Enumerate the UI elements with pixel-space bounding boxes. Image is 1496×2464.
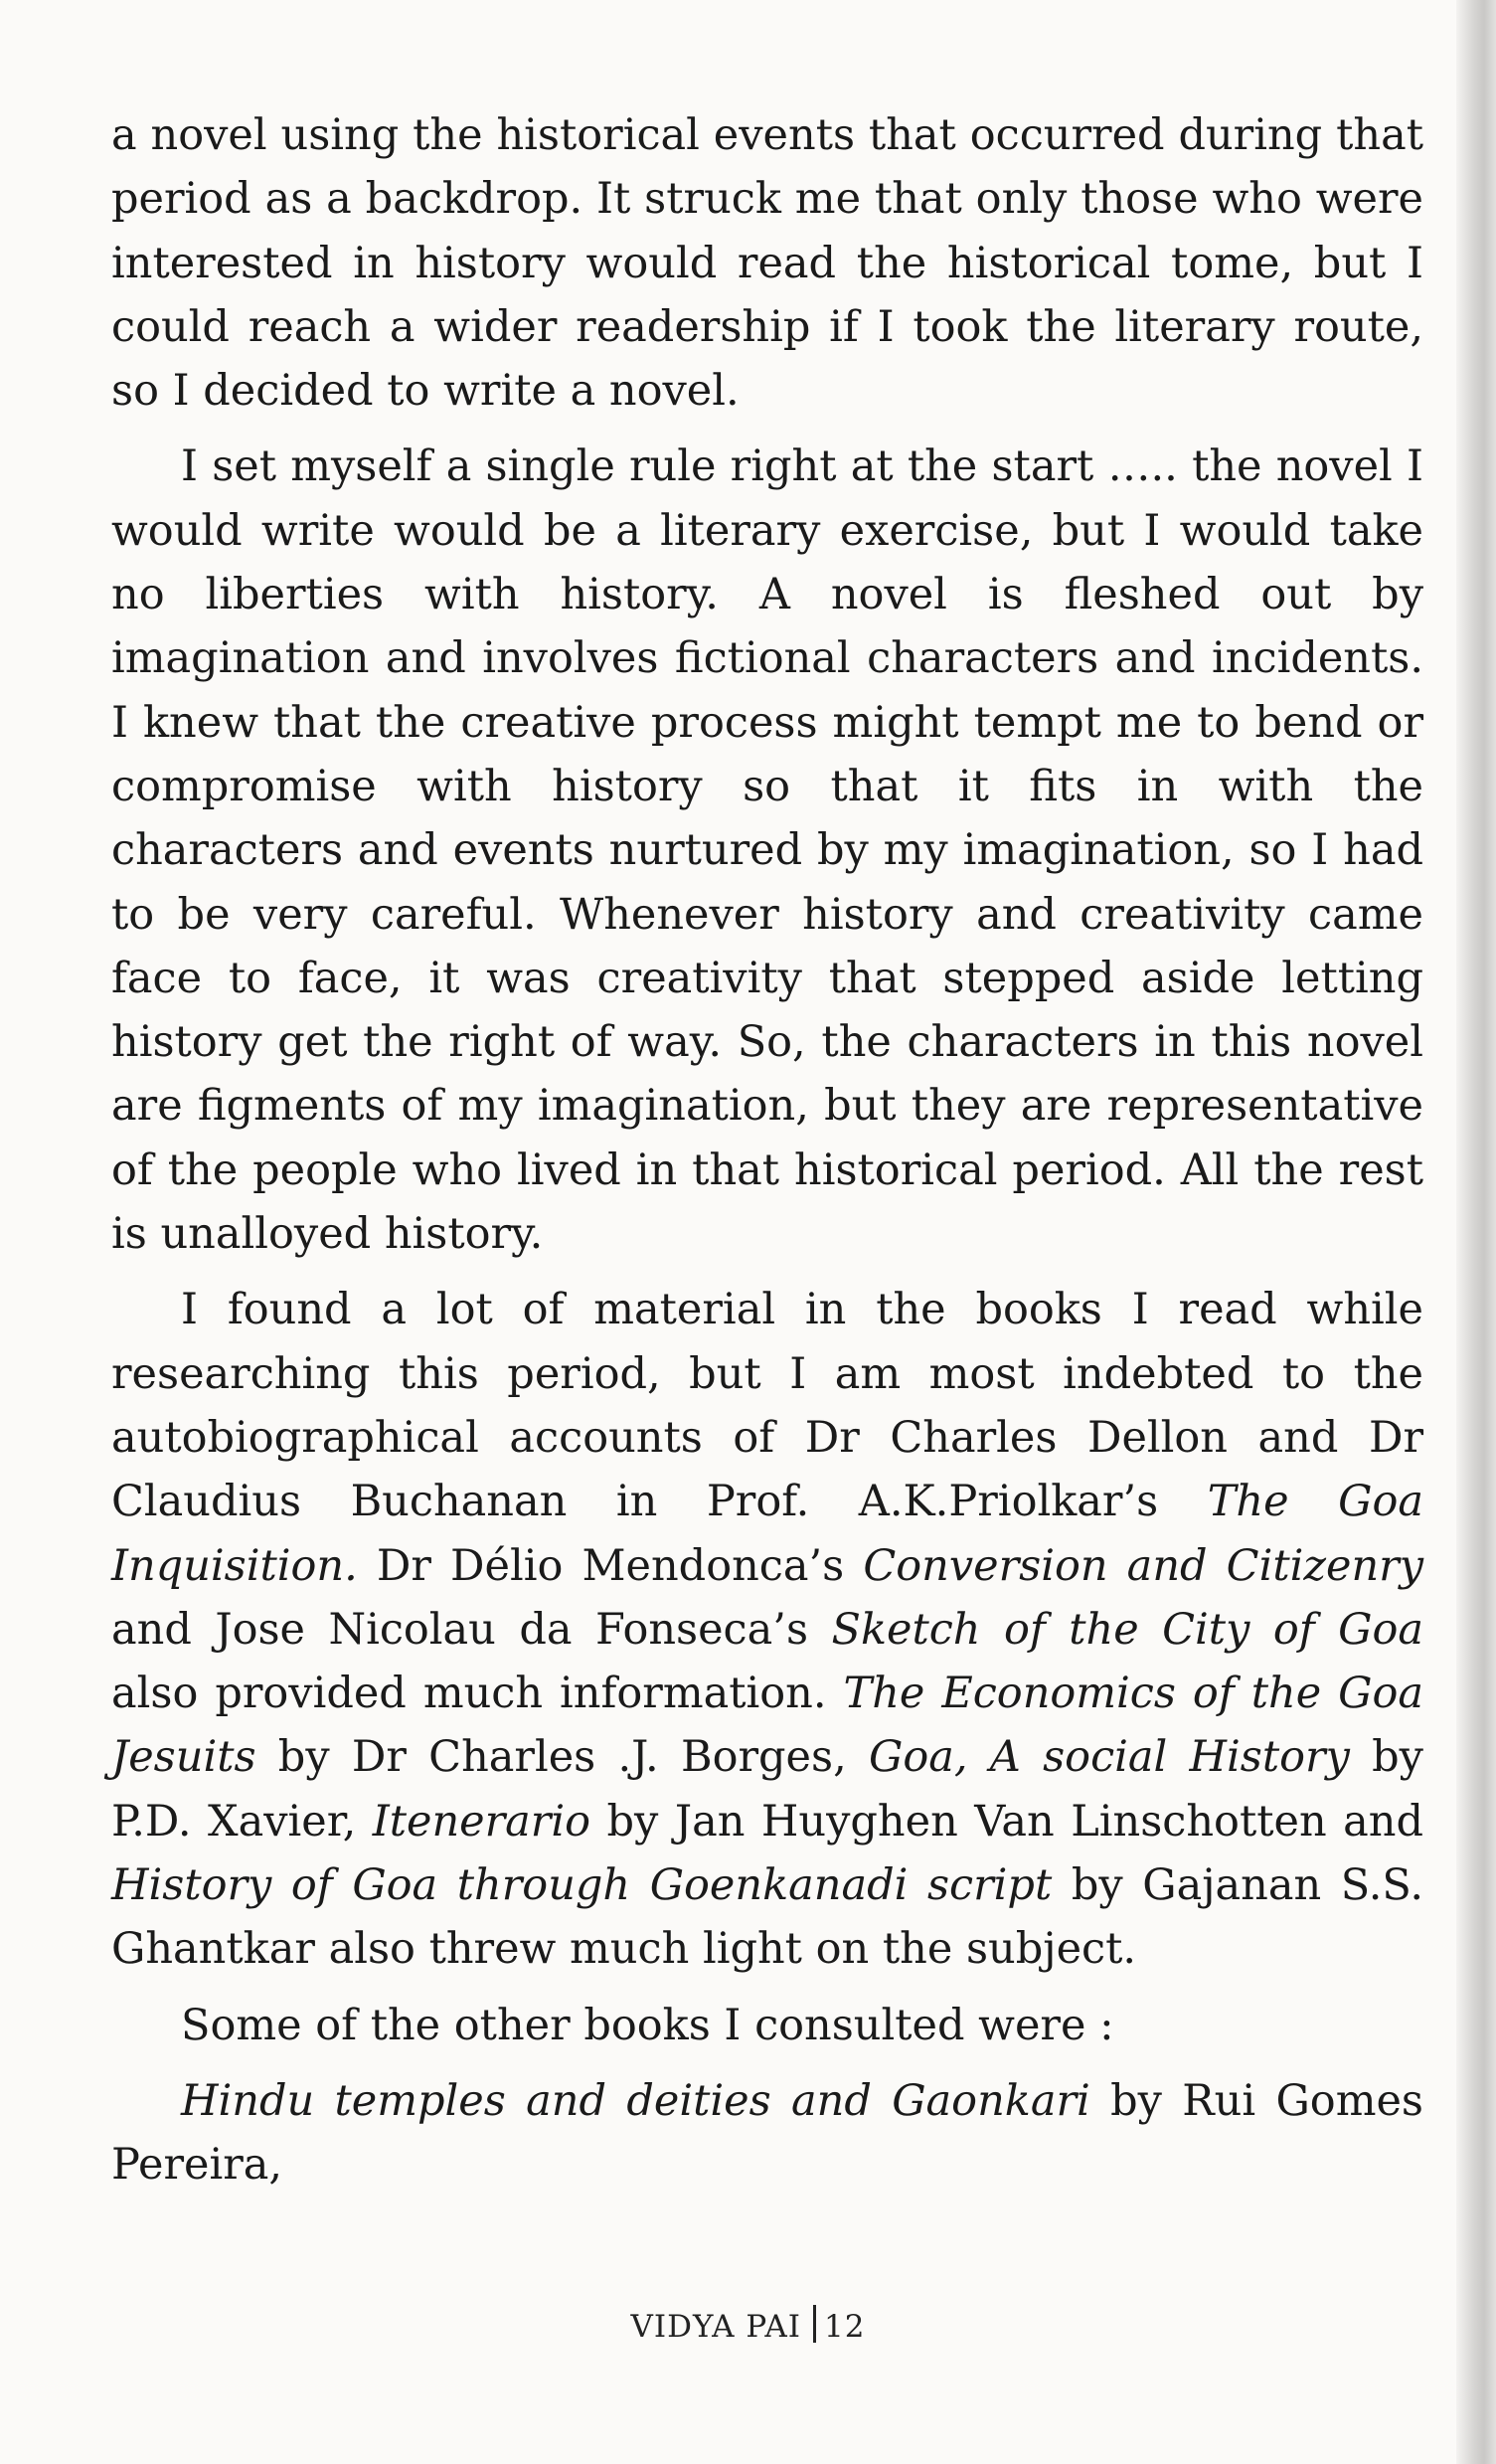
footer-separator [813, 2305, 816, 2343]
page-footer [0, 2305, 1496, 2345]
paragraph-3-segment-9: by Dr Charles .J. Borges, [255, 1732, 869, 1783]
paragraph-3-segment-1: I found a lot of material in the books I read while researching this period, but I am most indebted to the autobiographical accounts of Dr Charles Dellon and Dr Claudius Buchanan in Prof. A.K.Priolkar’s [111, 1285, 1423, 1527]
paragraph-4-segment-1: Some of the other books I consulted were : [181, 2000, 1114, 2050]
book-title-goa-a-social-history: Goa, A social History [869, 1732, 1350, 1783]
page-edge-shadow [1456, 0, 1496, 2464]
paragraph-3-segment-7: also provided much information. [111, 1669, 844, 1719]
paragraph-2 [111, 435, 1423, 1266]
paragraph-2-segment-1: I set myself a single rule right at the start ….. the novel I would write would be a literary exercise, but I would take no liberties with history. A novel is fleshed out by imagination and involves fictional characters and incidents. I knew that the creative process might tempt me to bend or compromise with history so that it fits in with the characters and events nurtured by my imagination, so I had to be very careful. Whenever history and creativity came face to face, it was creativity that stepped aside letting history get the right of way. So, the characters in this novel are figments of my imagination, but they are representative of the people who lived in that historical period. All the rest is unalloyed history. [111, 441, 1423, 1260]
paragraph-1 [111, 103, 1423, 423]
paragraph-5 [111, 2069, 1423, 2198]
book-title-sketch-of-the-city-of-goa: Sketch of the City of Goa [831, 1604, 1423, 1655]
page-number: 12 [823, 2309, 866, 2345]
book-title-conversion-and-citizenry: Conversion and Citizenry [863, 1540, 1423, 1591]
paragraph-3-segment-11: by P.D. Xavier, [111, 1732, 1423, 1847]
paragraph-3-segment-13: by Jan Huyghen Van Linschotten and [590, 1796, 1424, 1847]
book-title-history-of-goa-goenkanadi: History of Goa through Goenkanadi script [111, 1860, 1053, 1911]
book-title-economics-of-goa-jesuits: The Economics of the Goa Jesuits [111, 1669, 1423, 1783]
paragraph-3-segment-15: by Gajanan S.S. Ghantkar also threw much light on the subject. [111, 1860, 1423, 1975]
body-text [111, 103, 1423, 2198]
book-title-the-goa-inquisition: The Goa Inquisition. [111, 1477, 1423, 1591]
paragraph-4 [111, 1994, 1423, 2057]
paragraph-3-segment-3: Dr Délio Mendonca’s [357, 1540, 864, 1591]
paragraph-3-segment-5: and Jose Nicolau da Fonseca’s [111, 1604, 832, 1655]
running-footer-author: VIDYA PAI [630, 2309, 801, 2345]
book-title-hindu-temples: Hindu temples and deities and Gaonkari [181, 2075, 1090, 2126]
paragraph-1-segment-1: a novel using the historical events that occurred during that period as a backdrop. It struck me that only those who were interested in history would read the historical tome, but I could reach a wider readership if I took the literary route, so I decided to write a novel. [111, 110, 1423, 417]
book-title-itenerario: Itenerario [372, 1796, 591, 1847]
paragraph-5-segment-2: by Rui Gomes Pereira, [111, 2075, 1423, 2191]
paragraph-3 [111, 1278, 1423, 1981]
